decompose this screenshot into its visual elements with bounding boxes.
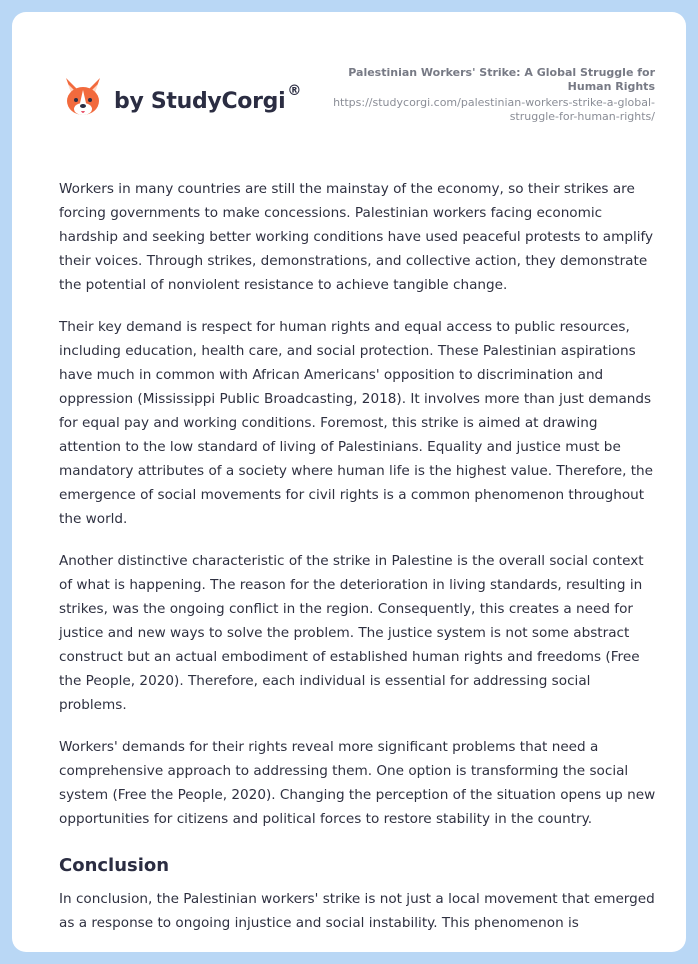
paragraph: Workers in many countries are still the mainstay of the economy, so their strikes are forcing governments to make concessions. Palestinian workers facing economic hardship and seeking better working conditions have used peaceful protests to amplify their voices. Through strikes, demonstrations, and collective action, they demonstrate the potential of nonviolent resistance to achieve tangible change. [59, 181, 654, 293]
document-title: Palestinian Workers' Strike: A Global Struggle for Human Rights [348, 66, 655, 93]
studycorgi-logo[interactable] [60, 74, 301, 120]
paragraph: Workers' demands for their rights reveal more significant problems that need a comprehensive approach to addressing them. One option is transforming the social system (Free the People, 2020). Changing the perception of the situation opens up new opportunities for citizens and political forces to restore stability in the country. [59, 739, 656, 827]
registered-mark: ® [287, 82, 302, 99]
document-url[interactable]: https://studycorgi.com/palestinian-workers-strike-a-global-struggle-for-human-rights/ [333, 96, 655, 123]
conclusion-heading: Conclusion [59, 855, 170, 876]
corgi-icon [60, 74, 106, 120]
document-body [59, 177, 659, 952]
brand-name: by StudyCorgi ® [114, 82, 302, 114]
paragraph: Another distinctive characteristic of the strike in Palestine is the overall social context of what is happening. The reason for the deterioration in living standards, resulting in strikes, was the ongoing conflict in the region. Consequently, this creates a need for justice and new ways to solve the problem. The justice system is not some abstract construct but an actual embodiment of established human rights and freedoms (Free the People, 2020). Therefore, each individual is essential for addressing social problems. [59, 553, 644, 713]
document-meta [315, 66, 655, 124]
conclusion-paragraph: In conclusion, the Palestinian workers' strike is not just a local movement that emerged as a response to ongoing injustice and social instability. This phenomenon is [59, 891, 655, 931]
paragraph: Their key demand is respect for human rights and equal access to public resources, including education, health care, and social protection. These Palestinian aspirations have much in common with African Americans' opposition to discrimination and oppression (Mississippi Public Broadcasting, 2018). It involves more than just demands for equal pay and working conditions. Foremost, this strike is aimed at drawing attention to the low standard of living of Palestinians. Equality and justice must be mandatory attributes of a society where human life is the highest value. Therefore, the emergence of social movements for civil rights is a common phenomenon throughout the world. [59, 319, 654, 527]
document-page [12, 12, 686, 952]
page-header [12, 12, 686, 152]
